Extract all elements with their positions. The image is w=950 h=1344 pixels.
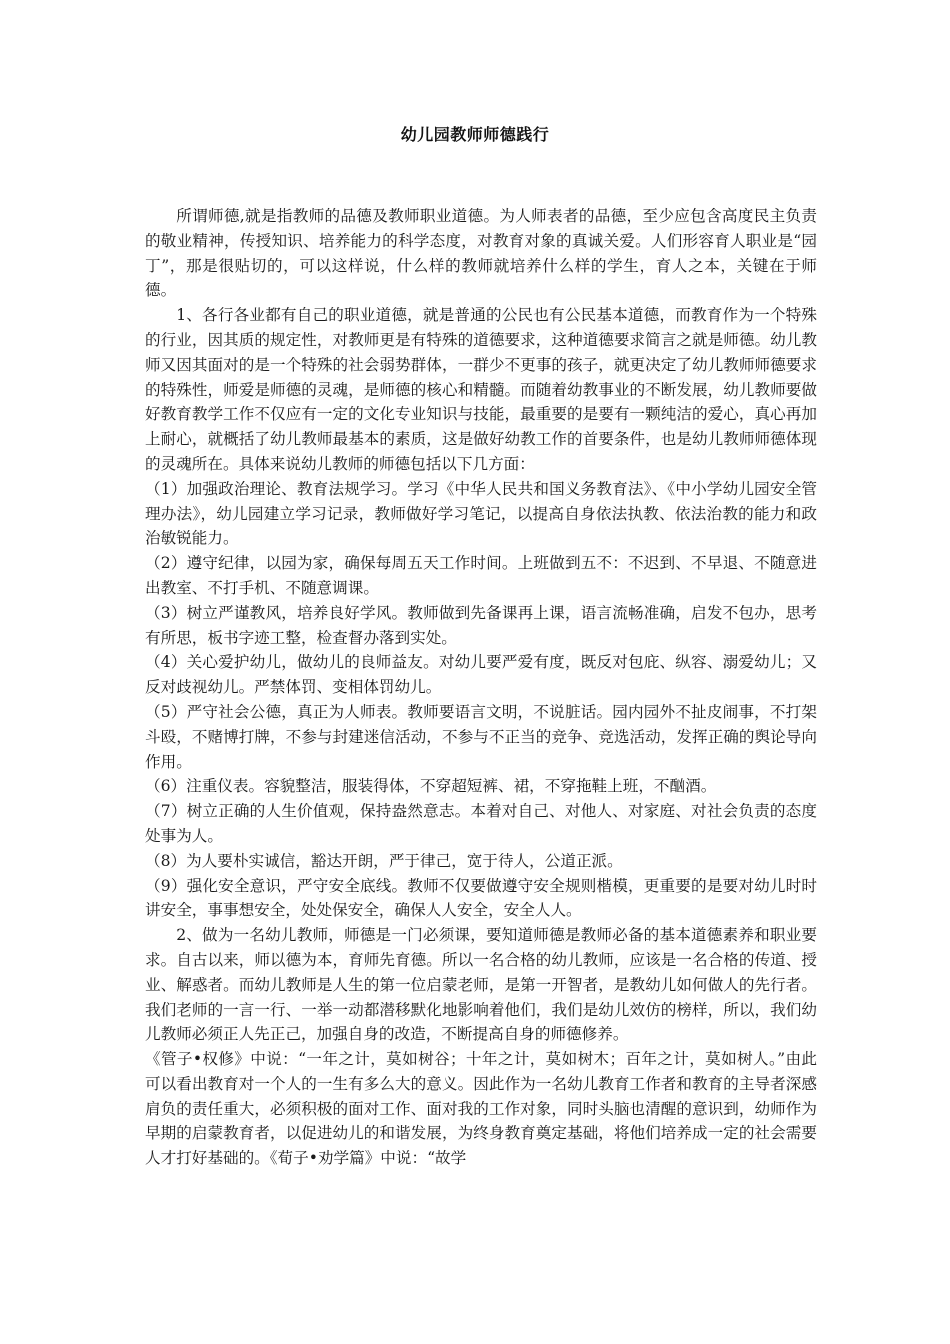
body-paragraph: 1、各行各业都有自己的职业道德，就是普通的公民也有公民基本道德，而教育作为一个特殊的行业，因其质的规定性，对教师更是有特殊的道德要求，这种道德要求简言之就是师德。幼儿教师又因其面对的是一个特殊的社会弱势群体，一群少不更事的孩子，就更决定了幼儿教师师德要求的特殊性，师爱是师德的灵魂，是师德的核心和精髓。而随着幼教事业的不断发展，幼儿教师要做好教育教学工作不仅应有一定的文化专业知识与技能，最重要的是要有一颗纯洁的爱心，真心再加上耐心，就概括了幼儿教师最基本的素质，这是做好幼教工作的首要条件，也是幼儿教师师德体现的灵魂所在。具体来说幼儿教师的师德包括以下几方面： <box>145 306 817 473</box>
body-paragraph: （8）为人要朴实诚信，豁达开朗，严于律己，宽于待人，公道正派。 <box>145 851 623 870</box>
body-paragraph: 所谓师德,就是指教师的品德及教师职业道德。为人师表者的品德，至少应包含高度民主负责的敬业精神，传授知识、培养能力的科学态度，对教育对象的真诚关爱。人们形容育人职业是“园丁”，那是很贴切的，可以这样说，什么样的教师就培养什么样的学生，育人之本，关键在于师德。 <box>145 207 817 300</box>
document-title: 幼儿园教师师德践行 <box>400 125 550 144</box>
body-paragraph: （5）严守社会公德，真正为人师表。教师要语言文明，不说脏话。园内园外不扯皮闹事，不打架斗殴，不赌博打牌，不参与封建迷信活动，不参与不正当的竞争、竞选活动，发挥正确的舆论导向作用。 <box>145 702 817 771</box>
body-paragraph: （2）遵守纪律，以园为家，确保每周五天工作时间。上班做到五不：不迟到、不早退、不随意进出教室、不打手机、不随意调课。 <box>145 554 817 597</box>
body-paragraph: （3）树立严谨教风，培养良好学风。教师做到先备课再上课，语言流畅准确，启发不包办，思考有所思，板书字迹工整，检查督办落到实处。 <box>145 603 817 647</box>
document-body <box>145 204 817 1171</box>
body-paragraph: （1）加强政治理论、教育法规学习。学习《中华人民共和国义务教育法》、《中小学幼儿园安全管理办法》，幼儿园建立学习记录，教师做好学习笔记，以提高自身依法执教、依法治教的能力和政治敏锐能力。 <box>145 479 817 548</box>
body-paragraph: （4）关心爱护幼儿，做幼儿的良师益友。对幼儿要严爱有度，既反对包庇、纵容、溺爱幼儿；又反对歧视幼儿。严禁体罚、变相体罚幼儿。 <box>145 653 817 697</box>
body-paragraph: 2、做为一名幼儿教师，师德是一门必须课，要知道师德是教师必备的基本道德素养和职业要求。自古以来，师以德为本，育师先育德。所以一名合格的幼儿教师，应该是一名合格的传道、授业、解惑者。而幼儿教师是人生的第一位启蒙老师，是第一开智者，是教幼儿如何做人的先行者。我们老师的一言一行、一举一动都潜移默化地影响着他们，我们是幼儿效仿的榜样，所以，我们幼儿教师必须正人先正己，加强自身的改造，不断提高自身的师德修养。 <box>145 926 817 1044</box>
body-paragraph: （6）注重仪表。容貌整洁，服装得体，不穿超短裤、裙，不穿拖鞋上班，不酗酒。 <box>145 777 717 796</box>
body-paragraph: 《管子•权修》中说：“一年之计，莫如树谷；十年之计，莫如树木；百年之计，莫如树人。”由此可以看出教育对一个人的一生有多么大的意义。因此作为一名幼儿教育工作者和教育的主导者深感肩负的责任重大，必须积极的面对工作、面对我的工作对象，同时头脑也清醒的意识到，幼师作为早期的启蒙教育者，以促进幼儿的和谐发展，为终身教育奠定基础，将他们培养成一定的社会需要人才打好基础的。《荀子•劝学篇》中说：“故学 <box>145 1050 817 1168</box>
body-paragraph: （9）强化安全意识，严守安全底线。教师不仅要做遵守安全规则楷模，更重要的是要对幼儿时时讲安全，事事想安全，处处保安全，确保人人安全，安全人人。 <box>145 876 817 920</box>
body-paragraph: （7）树立正确的人生价值观，保持盎然意志。本着对自己、对他人、对家庭、对社会负责的态度处事为人。 <box>145 802 817 845</box>
